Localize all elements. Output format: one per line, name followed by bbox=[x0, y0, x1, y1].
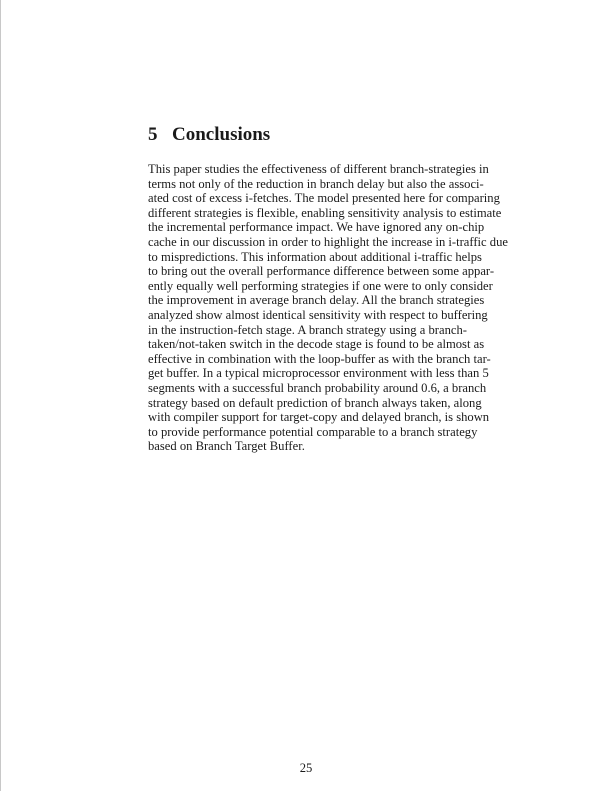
paragraph-line: get buffer. In a typical microprocessor environment with less than 5 bbox=[148, 366, 489, 381]
paragraph-line: strategy based on default prediction of branch always taken, along bbox=[148, 395, 482, 410]
paragraph-line: cache in our discussion in order to highlight the increase in i-traffic due bbox=[148, 234, 508, 249]
paragraph-line: different strategies is flexible, enabling sensitivity analysis to estimate bbox=[148, 205, 502, 220]
paragraph-line: terms not only of the reduction in branch delay but also the associ- bbox=[148, 176, 484, 191]
paragraph-line: to provide performance potential comparable to a branch strategy bbox=[148, 424, 478, 439]
paragraph-line: with compiler support for target-copy and delayed branch, is shown bbox=[148, 410, 490, 425]
paragraph-line: in the instruction-fetch stage. A branch strategy using a branch- bbox=[148, 322, 467, 337]
paragraph-line: the improvement in average branch delay. All the branch strategies bbox=[148, 293, 485, 308]
page-number: 25 bbox=[299, 761, 313, 775]
section-number: 5 bbox=[148, 124, 158, 145]
paragraph-line: ated cost of excess i-fetches. The model presented here for comparing bbox=[148, 191, 500, 206]
conclusions-paragraph bbox=[148, 162, 508, 454]
paragraph-line: This paper studies the effectiveness of different branch-strategies in bbox=[148, 162, 489, 176]
paragraph-line: segments with a successful branch probability around 0.6, a branch bbox=[148, 380, 487, 395]
paragraph-line: to bring out the overall performance difference between some appar- bbox=[148, 264, 495, 279]
page-edge bbox=[0, 0, 1, 791]
section-heading bbox=[148, 124, 270, 146]
paragraph-line: based on Branch Target Buffer. bbox=[148, 439, 305, 454]
paragraph-line: analyzed show almost identical sensitivity with respect to buffering bbox=[148, 307, 488, 322]
paragraph-line: the incremental performance impact. We have ignored any on-chip bbox=[148, 220, 485, 235]
paragraph-line: taken/not-taken switch in the decode stage is found to be almost as bbox=[148, 337, 485, 352]
section-title: Conclusions bbox=[172, 124, 271, 145]
paragraph-line: to mispredictions. This information about additional i-traffic helps bbox=[148, 249, 482, 264]
paragraph-line: effective in combination with the loop-buffer as with the branch tar- bbox=[148, 351, 491, 366]
paragraph-line: ently equally well performing strategies if one were to only consider bbox=[148, 278, 493, 293]
